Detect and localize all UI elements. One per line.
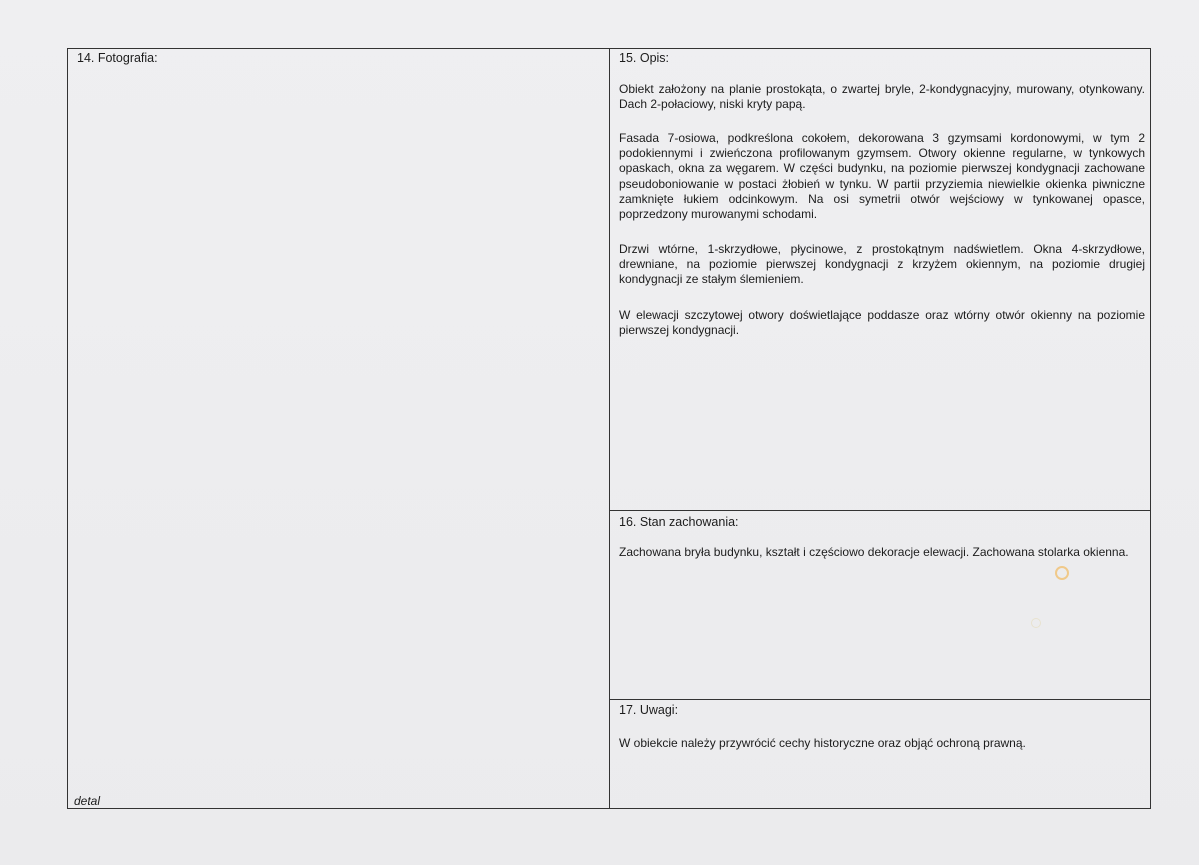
- description-section-label: 15. Opis:: [619, 51, 670, 65]
- row-divider-remarks: [609, 699, 1151, 700]
- row-divider-condition: [609, 510, 1151, 511]
- condition-text: Zachowana bryła budynku, kształt i częściowo dekoracje elewacji. Zachowana stolarka okienna.: [619, 545, 1129, 559]
- remarks-text: W obiekcie należy przywrócić cechy historyczne oraz objąć ochroną prawną.: [619, 736, 1026, 750]
- remarks-section-label: 17. Uwagi:: [619, 703, 679, 717]
- photo-caption: detal: [74, 794, 101, 808]
- description-paragraph: Fasada 7-osiowa, podkreślona cokołem, dekorowana 3 gzymsami kordonowymi, w tym 2 podokiennymi i zwieńczona profilowanym gzymsem. Otwory okienne regularne, w tynkowych opaskach, okna za węgarem. W części budynku, na poziomie pierwszej kondygnacji zachowane pseudoboniowanie w postaci żłobień w tynku. W partii przyziemia niewielkie okienka piwniczne zamknięte łukiem odcinkowym. Na osi symetrii otwór wejściowy w tynkowanej opasce, poprzedzony murowanymi schodami.: [619, 131, 1145, 222]
- punch-hole-mark: [1031, 618, 1041, 628]
- column-divider: [609, 48, 610, 809]
- condition-section-label: 16. Stan zachowania:: [619, 515, 739, 529]
- description-paragraph: Obiekt założony na planie prostokąta, o zwartej bryle, 2-kondygnacyjny, murowany, otynkowany. Dach 2-połaciowy, niski kryty papą.: [619, 82, 1145, 112]
- punch-hole-mark: [1055, 566, 1069, 580]
- description-paragraph: W elewacji szczytowej otwory doświetlające poddasze oraz wtórny otwór okienny na poziomie pierwszej kondygnacji.: [619, 308, 1145, 338]
- description-paragraph: Drzwi wtórne, 1-skrzydłowe, płycinowe, z prostokątnym nadświetlem. Okna 4-skrzydłowe, drewniane, na poziomie pierwszej kondygnacji z krzyżem okiennym, na poziomie drugiej kondygnacji ze stałym ślemieniem.: [619, 242, 1145, 287]
- photo-section-label: 14. Fotografia:: [77, 51, 158, 65]
